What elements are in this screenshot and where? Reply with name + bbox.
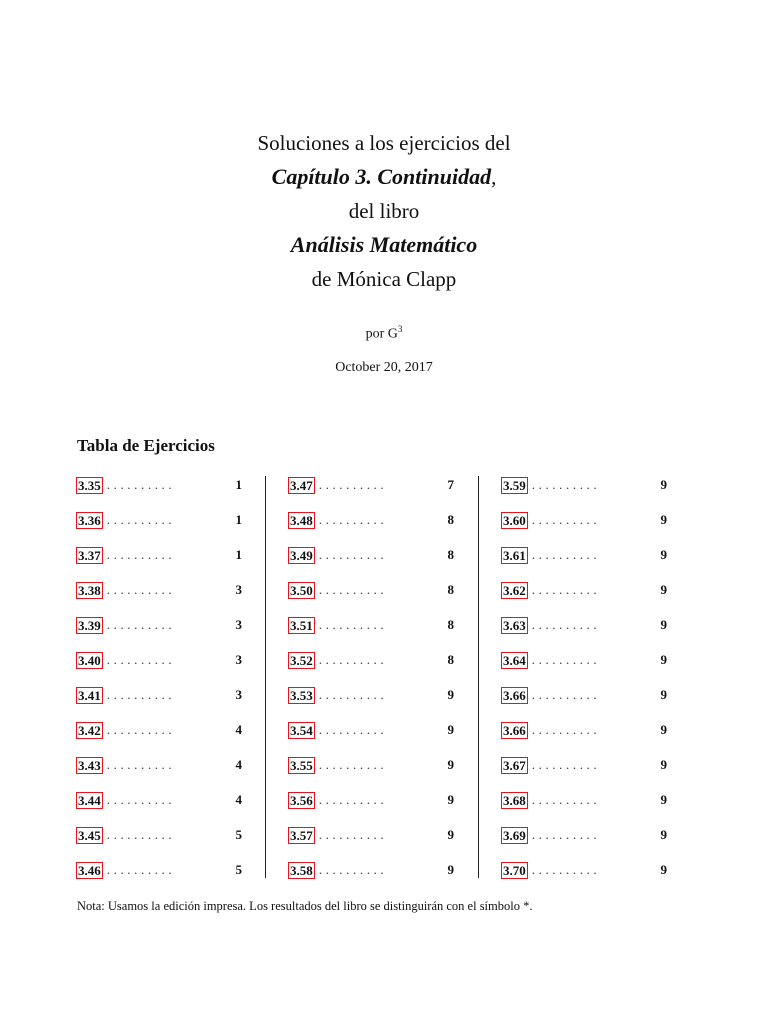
dot-leader: .......... (318, 722, 388, 737)
page-number: 9 (447, 687, 454, 702)
page-number: 9 (660, 547, 667, 562)
toc-row (76, 474, 242, 509)
toc-row (501, 824, 667, 859)
toc-row (288, 754, 454, 789)
exercise-link[interactable]: 3.57 (290, 828, 313, 843)
page-number: 9 (660, 477, 667, 492)
page-number: 9 (660, 827, 667, 842)
dot-leader: .......... (531, 827, 601, 842)
page-number: 9 (660, 792, 667, 807)
document-date: October 20, 2017 (335, 360, 433, 375)
book-title: Análisis Matemático (290, 232, 478, 257)
exercise-link[interactable]: 3.66 (503, 688, 526, 703)
exercise-link[interactable]: 3.61 (503, 548, 526, 563)
exercise-link[interactable]: 3.68 (503, 793, 526, 808)
toc-row (76, 789, 242, 824)
dot-leader: .......... (106, 792, 176, 807)
exercise-link[interactable]: 3.41 (78, 688, 101, 703)
page-number: 9 (447, 722, 454, 737)
page-number: 1 (235, 512, 242, 527)
column-divider (478, 476, 479, 878)
dot-leader: .......... (106, 617, 176, 632)
dot-leader: .......... (531, 862, 601, 877)
page-number: 3 (235, 617, 242, 632)
dot-leader: .......... (531, 512, 601, 527)
page-number: 9 (447, 757, 454, 772)
page-number: 9 (447, 827, 454, 842)
dot-leader: .......... (318, 477, 388, 492)
exercise-link[interactable]: 3.47 (290, 478, 313, 493)
dot-leader: .......... (106, 757, 176, 772)
dot-leader: .......... (318, 582, 388, 597)
exercise-link[interactable]: 3.55 (290, 758, 313, 773)
dot-leader: .......... (531, 582, 601, 597)
toc-row (288, 859, 454, 894)
toc-row (76, 614, 242, 649)
dot-leader: .......... (106, 512, 176, 527)
page-number: 9 (660, 617, 667, 632)
exercise-link[interactable]: 3.63 (503, 618, 526, 633)
chapter-title-line (0, 160, 768, 194)
exercise-link[interactable]: 3.62 (503, 583, 526, 598)
toc-row (288, 649, 454, 684)
page-number: 3 (235, 652, 242, 667)
toc-row (76, 579, 242, 614)
title-line-3: del libro (348, 199, 420, 223)
page-number: 5 (235, 827, 242, 842)
toc-row (76, 754, 242, 789)
page-number: 9 (660, 757, 667, 772)
chapter-title-comma: , (491, 165, 497, 189)
title-block (0, 126, 768, 296)
dot-leader: .......... (318, 687, 388, 702)
toc-column-3 (501, 474, 691, 894)
exercise-link[interactable]: 3.66 (503, 723, 526, 738)
page-number: 4 (235, 722, 242, 737)
dot-leader: .......... (106, 582, 176, 597)
exercise-link[interactable]: 3.38 (78, 583, 101, 598)
exercise-link[interactable]: 3.54 (290, 723, 313, 738)
dot-leader: .......... (318, 617, 388, 632)
dot-leader: .......... (531, 687, 601, 702)
page-number: 9 (660, 582, 667, 597)
exercise-link[interactable]: 3.45 (78, 828, 101, 843)
exercise-link[interactable]: 3.37 (78, 548, 101, 563)
page-number: 9 (660, 512, 667, 527)
exercise-link[interactable]: 3.44 (78, 793, 101, 808)
page-number: 1 (235, 477, 242, 492)
page-number: 9 (447, 862, 454, 877)
page-number: 4 (235, 757, 242, 772)
toc-row (501, 754, 667, 789)
exercise-link[interactable]: 3.39 (78, 618, 101, 633)
toc-row (288, 544, 454, 579)
toc-column-1 (76, 474, 266, 894)
exercise-link[interactable]: 3.35 (78, 478, 101, 493)
exercise-link[interactable]: 3.58 (290, 863, 313, 878)
exercise-link[interactable]: 3.69 (503, 828, 526, 843)
page-number: 8 (447, 617, 454, 632)
toc-row (501, 789, 667, 824)
exercise-link[interactable]: 3.48 (290, 513, 313, 528)
toc-row (76, 544, 242, 579)
toc-row (501, 719, 667, 754)
dot-leader: .......... (106, 652, 176, 667)
page-number: 8 (447, 547, 454, 562)
page-number: 8 (447, 582, 454, 597)
dot-leader: .......... (318, 792, 388, 807)
dot-leader: .......... (531, 652, 601, 667)
page-number: 8 (447, 652, 454, 667)
page-number: 5 (235, 862, 242, 877)
dot-leader: .......... (318, 547, 388, 562)
exercise-link[interactable]: 3.70 (503, 863, 526, 878)
toc-row (76, 684, 242, 719)
dot-leader: .......... (318, 862, 388, 877)
page-number: 9 (660, 652, 667, 667)
dot-leader: .......... (106, 477, 176, 492)
dot-leader: .......... (106, 722, 176, 737)
exercise-link[interactable]: 3.36 (78, 513, 101, 528)
exercise-link[interactable]: 3.59 (503, 478, 526, 493)
dot-leader: .......... (531, 477, 601, 492)
toc-row (288, 474, 454, 509)
exercise-link[interactable]: 3.49 (290, 548, 313, 563)
exercise-link[interactable]: 3.64 (503, 653, 526, 668)
toc-row (501, 649, 667, 684)
dot-leader: .......... (531, 792, 601, 807)
title-line-1: Soluciones a los ejercicios del (257, 131, 511, 155)
toc-row (501, 684, 667, 719)
toc-row (501, 859, 667, 894)
exercise-link[interactable]: 3.43 (78, 758, 101, 773)
dot-leader: .......... (318, 827, 388, 842)
dot-leader: .......... (531, 617, 601, 632)
page-number: 9 (660, 722, 667, 737)
exercise-link[interactable]: 3.50 (290, 583, 313, 598)
footnote: Nota: Usamos la edición impresa. Los resultados del libro se distinguirán con el símbolo *. (77, 899, 533, 913)
book-author: de Mónica Clapp (311, 267, 457, 291)
page-number: 9 (660, 687, 667, 702)
dot-leader: .......... (531, 722, 601, 737)
page-number: 9 (447, 792, 454, 807)
toc-heading: Tabla de Ejercicios (77, 436, 215, 455)
toc-column-2 (288, 474, 478, 894)
chapter-title: Capítulo 3. Continuidad (271, 164, 492, 189)
page-number: 3 (235, 687, 242, 702)
toc-row (501, 544, 667, 579)
exercise-link[interactable]: 3.67 (503, 758, 526, 773)
toc-row (76, 824, 242, 859)
dot-leader: .......... (531, 757, 601, 772)
exercise-link[interactable]: 3.51 (290, 618, 313, 633)
page-number: 9 (660, 862, 667, 877)
page-number: 3 (235, 582, 242, 597)
exercise-link[interactable]: 3.53 (290, 688, 313, 703)
document-author (0, 324, 768, 343)
toc-row (76, 859, 242, 894)
toc-row (501, 474, 667, 509)
toc-row (501, 614, 667, 649)
dot-leader: .......... (106, 687, 176, 702)
exercise-link[interactable]: 3.46 (78, 863, 101, 878)
exercise-link[interactable]: 3.42 (78, 723, 101, 738)
toc-row (76, 719, 242, 754)
toc-row (288, 684, 454, 719)
author-prefix: por G (365, 326, 398, 342)
dot-leader: .......... (106, 827, 176, 842)
dot-leader: .......... (318, 757, 388, 772)
toc-row (288, 579, 454, 614)
page-number: 1 (235, 547, 242, 562)
exercise-link[interactable]: 3.40 (78, 653, 101, 668)
author-superscript: 3 (397, 324, 403, 334)
dot-leader: .......... (531, 547, 601, 562)
toc-row (501, 579, 667, 614)
exercise-link[interactable]: 3.56 (290, 793, 313, 808)
toc-row (76, 649, 242, 684)
toc-row (288, 824, 454, 859)
page-number: 4 (235, 792, 242, 807)
toc-row (76, 509, 242, 544)
exercise-link[interactable]: 3.52 (290, 653, 313, 668)
dot-leader: .......... (318, 652, 388, 667)
toc-row (288, 719, 454, 754)
toc-row (288, 509, 454, 544)
exercise-link[interactable]: 3.60 (503, 513, 526, 528)
dot-leader: .......... (106, 862, 176, 877)
page-number: 7 (447, 477, 454, 492)
dot-leader: .......... (318, 512, 388, 527)
dot-leader: .......... (106, 547, 176, 562)
toc-row (501, 509, 667, 544)
toc-row (288, 789, 454, 824)
page-number: 8 (447, 512, 454, 527)
toc-row (288, 614, 454, 649)
